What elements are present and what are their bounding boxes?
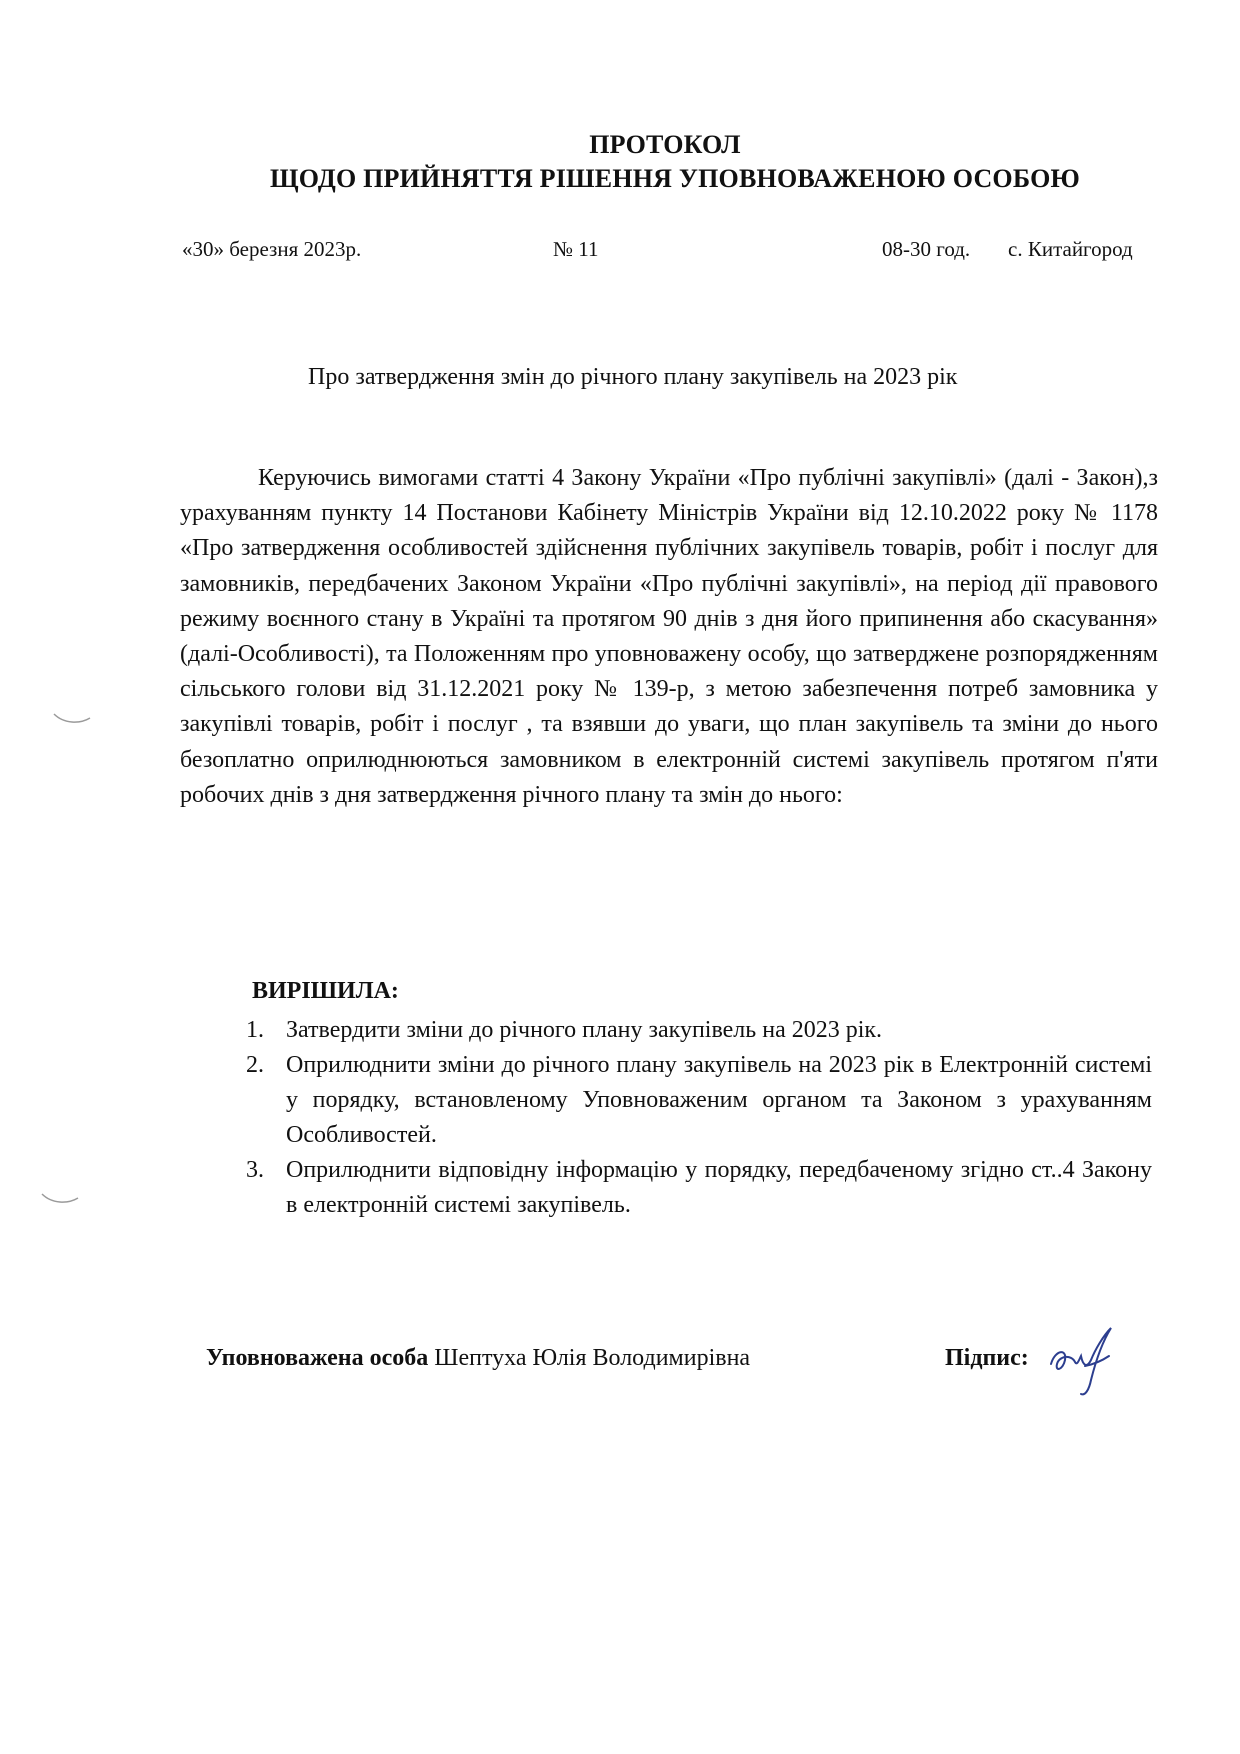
scan-hole-mark [52,710,92,726]
protocol-time: 08-30 год. [882,237,971,261]
protocol-date: «30» березня 2023р. [182,237,362,261]
scan-hole-mark [40,1190,80,1206]
title-subtitle: ЩОДО ПРИЙНЯТТЯ РІШЕННЯ УПОВНОВАЖЕНОЮ ОСОБОЮ [270,164,1080,193]
decision-item [246,1153,1152,1223]
title-protocol: ПРОТОКОЛ [589,130,741,159]
protocol-subject: Про затвердження змін до річного плану закупівель на 2023 рік [308,364,958,390]
protocol-body: Керуючись вимогами статті 4 Закону України «Про публічні закупівлі» (далі - Закон),з урахуванням пункту 14 Постанови Кабінету Міністрів України від 12.10.2022 року № 1178 «Про затвердження особливостей здійснення публічних закупівель товарів, робіт і послуг для замовників, передбачених Законом України «Про публічні закупівлі», на період дії правового режиму воєнного стану в Україні та протягом 90 днів з дня його припинення або скасування» (далі-Особливості), та Положенням про уповноважену особу, що затверджене розпорядженням сільського голови від 31.12.2021 року № 139-р, з метою забезпечення потреб замовника у закупівлі товарів, робіт і послуг , та взявши до уваги, що план закупівель та зміни до нього безоплатно оприлюднюються замовником в електронній системі закупівель протягом п'яти робочих днів з дня затвердження річного плану та змін до нього: [180,465,1158,808]
decision-heading: ВИРІШИЛА: [252,978,399,1004]
decision-list [246,1013,1152,1223]
document-title [0,128,1240,196]
decision-item [246,1013,1152,1048]
decision-text: Оприлюднити зміни до річного плану закупівель на 2023 рік в Електронній системі у порядку, встановленому Уповноваженим органом та Законом з урахуванням Особливостей. [286,1052,1152,1148]
signatory-line [206,1345,750,1372]
handwritten-signature [1045,1320,1125,1400]
decision-item [246,1048,1152,1153]
signature-label: Підпис: [945,1345,1029,1371]
signatory-name: Шептуха Юлія Володимирівна [434,1345,751,1371]
decision-number: 1. [246,1017,264,1043]
decision-text: Оприлюднити відповідну інформацію у порядку, передбаченому згідно ст..4 Закону в електронній системі закупівель. [286,1157,1152,1218]
decision-number: 2. [246,1052,264,1078]
protocol-number: № 11 [553,237,599,261]
protocol-place: с. Китайгород [1008,237,1133,261]
decision-number: 3. [246,1157,264,1183]
decision-text: Затвердити зміни до річного плану закупівель на 2023 рік. [286,1017,883,1043]
signatory-role: Уповноважена особа [206,1345,429,1371]
